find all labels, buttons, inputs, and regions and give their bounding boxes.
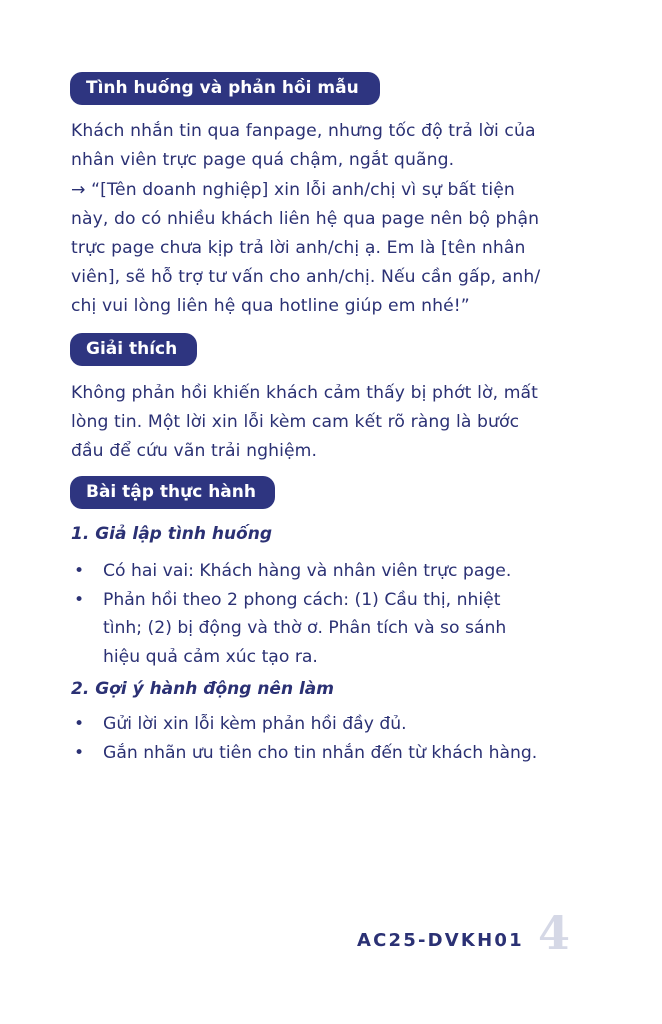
page-number: 4 [538, 906, 571, 960]
subheading-simulation: 1. Giả lập tình huống [71, 524, 272, 544]
bullet-icon: • [74, 589, 85, 610]
list-item [71, 739, 537, 768]
text-line: Gửi lời xin lỗi kèm phản hồi đầy đủ. [103, 714, 407, 734]
section-badge-situation: Tình huống và phản hồi mẫu [70, 72, 380, 105]
text-line: viên], sẽ hỗ trợ tư vấn cho anh/chị. Nếu cần gấp, anh/ [71, 267, 541, 287]
text-line: Có hai vai: Khách hàng và nhân viên trực page. [103, 561, 512, 581]
text-line: Phản hồi theo 2 phong cách: (1) Cầu thị, nhiệt [103, 589, 501, 610]
situation-text [71, 117, 536, 175]
text-line: tình; (2) bị động và thờ ơ. Phân tích và so sánh [103, 618, 507, 638]
actions-list [71, 710, 537, 767]
text-line: trực page chưa kịp trả lời anh/chị ạ. Em là [tên nhân [71, 238, 526, 258]
list-item [71, 710, 537, 739]
sample-response-text [71, 176, 540, 321]
explanation-text [71, 379, 538, 466]
text-line: lòng tin. Một lời xin lỗi kèm cam kết rõ ràng là bước [71, 412, 520, 432]
text-line: hiệu quả cảm xúc tạo ra. [103, 646, 318, 667]
section-badge-explanation: Giải thích [70, 333, 197, 366]
document-code: AC25-DVKH01 [357, 930, 524, 951]
text-line: nhân viên trực page quá chậm, ngắt quãng. [71, 150, 455, 170]
subheading-suggested-actions: 2. Gợi ý hành động nên làm [71, 679, 334, 699]
text-line: chị vui lòng liên hệ qua hotline giúp em nhé!” [71, 296, 470, 316]
text-line: này, do có nhiều khách liên hệ qua page nên bộ phận [71, 209, 540, 229]
text-line: Khách nhắn tin qua fanpage, nhưng tốc độ trả lời của [71, 121, 536, 141]
bullet-icon: • [74, 742, 85, 763]
list-item [71, 557, 511, 586]
simulation-list [71, 557, 511, 671]
bullet-icon: • [74, 714, 85, 734]
section-badge-practice: Bài tập thực hành [70, 476, 275, 509]
list-item [71, 586, 511, 672]
text-line: Không phản hồi khiến khách cảm thấy bị phớt lờ, mất [71, 383, 539, 403]
text-line: Gắn nhãn ưu tiên cho tin nhắn đến từ khách hàng. [103, 742, 538, 763]
text-line: đầu để cứu vãn trải nghiệm. [71, 441, 318, 461]
text-line: → “[Tên doanh nghiệp] xin lỗi anh/chị vì sự bất tiện [71, 180, 515, 200]
bullet-icon: • [74, 561, 85, 581]
